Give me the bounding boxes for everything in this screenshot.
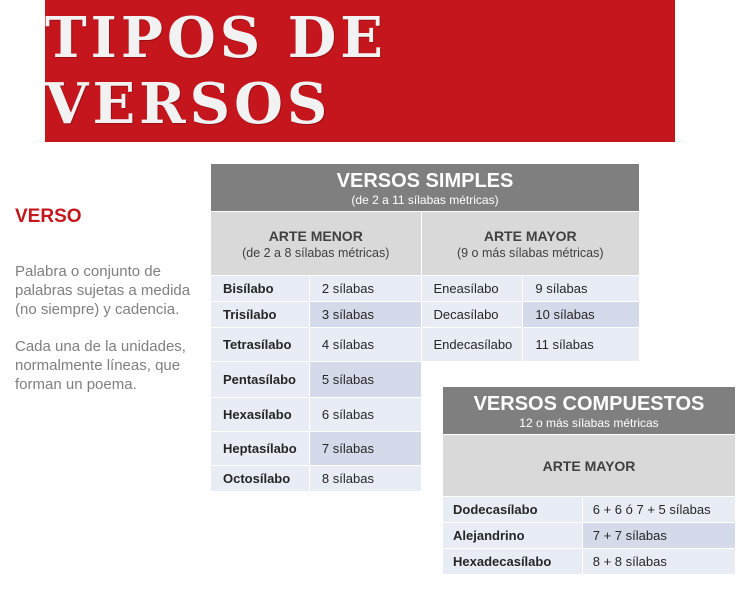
syllable-count: 9 sílabas <box>523 276 640 302</box>
arte-mayor-title: ARTE MAYOR <box>483 227 577 244</box>
verse-name: Dodecasílabo <box>443 497 583 523</box>
verse-name: Heptasílabo <box>211 432 310 466</box>
verse-name: Hexasílabo <box>211 398 310 432</box>
syllable-count: 11 sílabas <box>523 328 640 362</box>
simples-subtitle: (de 2 a 11 sílabas métricas) <box>351 192 499 207</box>
definition-panel <box>15 206 195 412</box>
table-row <box>211 276 640 302</box>
title-banner <box>45 0 675 142</box>
compuestos-title: VERSOS COMPUESTOS <box>473 392 705 415</box>
table-row <box>211 328 640 362</box>
definition-heading: VERSO <box>15 206 82 227</box>
compuestos-header <box>443 387 736 435</box>
verse-name: Octosílabo <box>211 466 310 492</box>
page-title: TIPOS DE VERSOS <box>45 5 387 137</box>
versos-compuestos-table <box>442 386 736 575</box>
syllable-count: 3 sílabas <box>309 302 421 328</box>
simples-header <box>211 164 640 212</box>
simples-title: VERSOS SIMPLES <box>336 169 514 192</box>
compuestos-subtitle: 12 o más sílabas métricas <box>519 415 659 430</box>
verse-name: Endecasílabo <box>421 328 523 362</box>
syllable-count: 7 sílabas <box>309 432 421 466</box>
arte-mayor-header <box>421 212 640 276</box>
syllable-count: 8 + 8 sílabas <box>582 549 735 575</box>
syllable-count: 6 + 6 ó 7 + 5 sílabas <box>582 497 735 523</box>
verse-name: Pentasílabo <box>211 362 310 398</box>
verse-name: Bisílabo <box>211 276 310 302</box>
table-row <box>443 523 736 549</box>
syllable-count: 7 + 7 sílabas <box>582 523 735 549</box>
verse-name: Eneasílabo <box>421 276 523 302</box>
syllable-count: 6 sílabas <box>309 398 421 432</box>
compuestos-arte-mayor-header <box>443 435 736 497</box>
syllable-count: 2 sílabas <box>309 276 421 302</box>
syllable-count: 8 sílabas <box>309 466 421 492</box>
verse-name: Hexadecasílabo <box>443 549 583 575</box>
arte-menor-subtitle: (de 2 a 8 sílabas métricas) <box>242 245 390 260</box>
definition-paragraph-1: Palabra o conjunto de palabras sujetas a medida (no siempre) y cadencia. <box>15 263 191 318</box>
syllable-count: 10 sílabas <box>523 302 640 328</box>
arte-menor-header <box>211 212 422 276</box>
table-row <box>211 302 640 328</box>
arte-mayor-subtitle: (9 o más sílabas métricas) <box>456 245 604 260</box>
verse-name: Tetrasílabo <box>211 328 310 362</box>
verse-name: Decasílabo <box>421 302 523 328</box>
compuestos-arte-mayor-title: ARTE MAYOR <box>542 457 636 474</box>
table-row <box>443 497 736 523</box>
verse-name: Alejandrino <box>443 523 583 549</box>
arte-menor-title: ARTE MENOR <box>268 227 363 244</box>
verse-name: Trisílabo <box>211 302 310 328</box>
syllable-count: 4 sílabas <box>309 328 421 362</box>
syllable-count: 5 sílabas <box>309 362 421 398</box>
table-row <box>443 549 736 575</box>
definition-paragraph-2: Cada una de la unidades, normalmente líneas, que forman un poema. <box>15 338 186 393</box>
